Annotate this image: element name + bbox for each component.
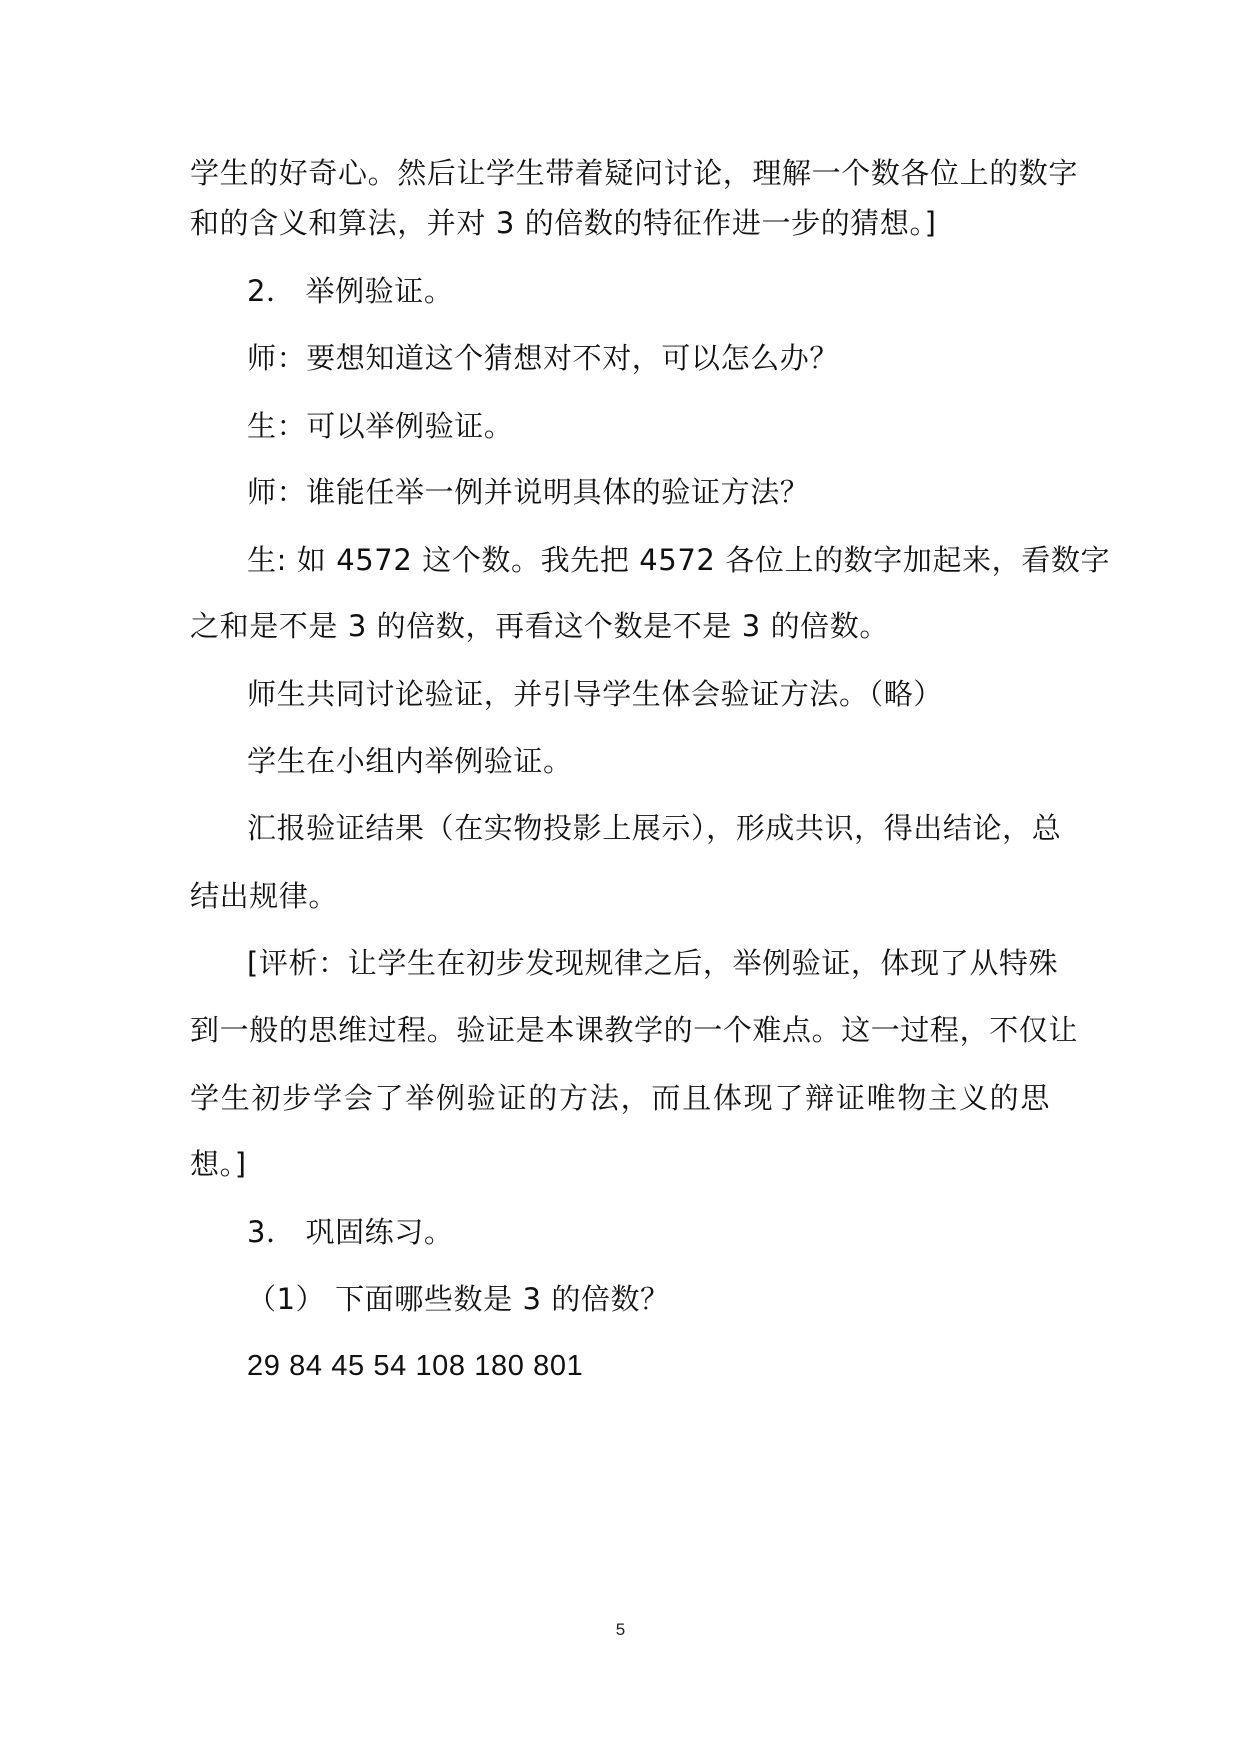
dialogue-line: 师：要想知道这个猜想对不对，可以怎么办？ xyxy=(247,341,840,375)
body-text-line: 结出规律。 xyxy=(190,879,339,913)
commentary-line: 学生初步学会了举例验证的方法，而且体现了辩证唯物主义的思 xyxy=(190,1081,1050,1115)
page-number: 5 xyxy=(615,1620,626,1639)
exercise-question: （1） 下面哪些数是 3 的倍数？ xyxy=(247,1282,670,1316)
section-heading: 3． 巩固练习。 xyxy=(247,1215,454,1249)
commentary-line: [评析：让学生在初步发现规律之后，举例验证，体现了从特殊 xyxy=(247,946,1059,980)
commentary-line: 到一般的思维过程。验证是本课教学的一个难点。这一过程，不仅让 xyxy=(190,1013,1079,1047)
commentary-line: 想。] xyxy=(190,1147,247,1181)
dialogue-line: 师：谁能任举一例并说明具体的验证方法？ xyxy=(247,475,810,509)
dialogue-line: 生：可以举例验证。 xyxy=(247,409,514,443)
section-heading: 2． 举例验证。 xyxy=(247,274,454,308)
body-text-line: 和的含义和算法，并对 3 的倍数的特征作进一步的猜想。] xyxy=(190,206,937,240)
body-text-line: 学生的好奇心。然后让学生带着疑问讨论，理解一个数各位上的数字 xyxy=(190,156,1079,190)
body-text-line: 汇报验证结果（在实物投影上展示），形成共识，得出结论，总 xyxy=(247,811,1062,845)
dialogue-line: 生: 如 4572 这个数。我先把 4572 各位上的数字加起来，看数字 xyxy=(247,543,1111,577)
body-text-line: 师生共同讨论验证，并引导学生体会验证方法。（略） xyxy=(247,677,943,711)
body-text-line: 学生在小组内举例验证。 xyxy=(247,744,573,778)
body-text-line: 之和是不是 3 的倍数，再看这个数是不是 3 的倍数。 xyxy=(190,609,889,643)
exercise-numbers: 29 84 45 54 108 180 801 xyxy=(247,1350,584,1382)
